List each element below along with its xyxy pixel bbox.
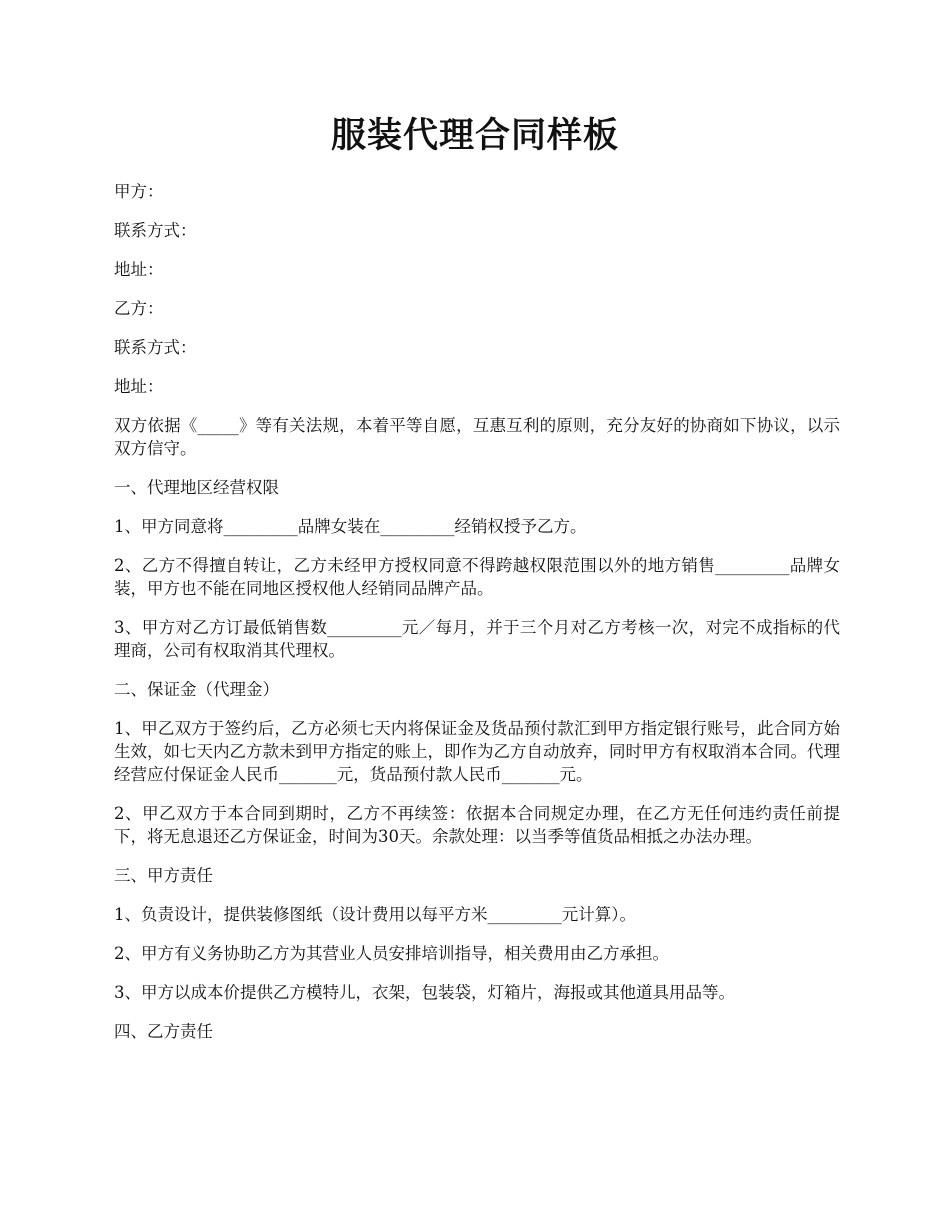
clause-2-2: 2、甲乙双方于本合同到期时，乙方不再续签：依据本合同规定办理，在乙方无任何违约责任前提下，将无息退还乙方保证金，时间为30天。余款处理：以当季等值货品相抵之办法办理。 (114, 804, 840, 846)
preamble-paragraph: 双方依据《_____》等有关法规，本着平等自愿，互惠互利的原则，充分友好的协商如下协议，以示双方信守。 (114, 416, 840, 458)
clause-2-1: 1、甲乙双方于签约后，乙方必须七天内将保证金及货品预付款汇到甲方指定银行账号，此合同方始生效，如七天内乙方款未到甲方指定的账上，即作为乙方自动放弃，同时甲方有权取消本合同。代理经营应付保证金人民币_______元，货品预付款人民币_______元。 (114, 719, 840, 784)
section-heading-3: 三、甲方责任 (114, 866, 213, 885)
party-a-contact-line: 联系方式： (114, 221, 197, 240)
party-b-contact-line: 联系方式： (114, 338, 197, 357)
clause-3-3: 3、甲方以成本价提供乙方模特儿，衣架，包装袋，灯箱片，海报或其他道具用品等。 (114, 983, 735, 1002)
clause-3-1: 1、负责设计，提供装修图纸（设计费用以每平方米_________元计算）。 (114, 905, 636, 924)
section-heading-4: 四、乙方责任 (114, 1022, 213, 1041)
clause-1-2: 2、乙方不得擅自转让，乙方未经甲方授权同意不得跨越权限范围以外的地方销售_________品牌女装，甲方也不能在同地区授权他人经销同品牌产品。 (114, 556, 840, 598)
party-a-address-line: 地址： (114, 260, 164, 279)
party-b-line: 乙方： (114, 299, 164, 318)
section-heading-1: 一、代理地区经营权限 (114, 478, 279, 497)
party-a-line: 甲方： (114, 182, 164, 201)
clause-3-2: 2、甲方有义务协助乙方为其营业人员安排培训指导，相关费用由乙方承担。 (114, 944, 669, 963)
section-heading-2: 二、保证金（代理金） (114, 680, 279, 699)
party-b-address-line: 地址： (114, 377, 164, 396)
document-body (114, 180, 840, 1059)
clause-1-1: 1、甲方同意将_________品牌女装在_________经销权授予乙方。 (114, 517, 587, 536)
clause-1-3: 3、甲方对乙方订最低销售数_________元／每月，并于三个月对乙方考核一次，对完不成指标的代理商，公司有权取消其代理权。 (114, 618, 840, 660)
document-title: 服装代理合同样板 (330, 115, 619, 156)
